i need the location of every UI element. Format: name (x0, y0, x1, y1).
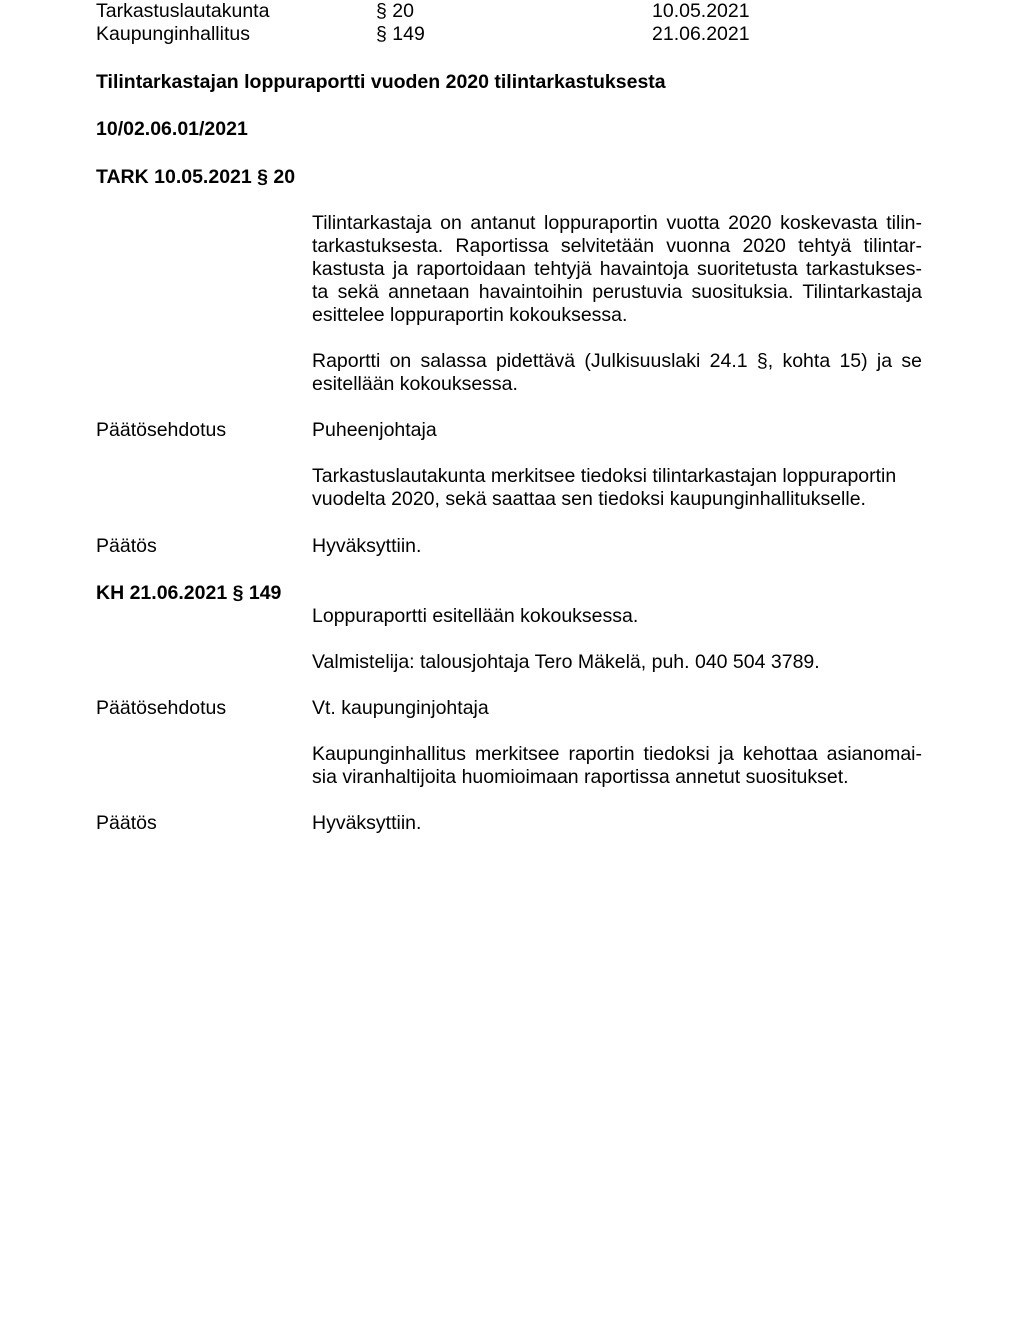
tark-proposal-line-2: vuodelta 2020, sekä saattaa sen tiedoksi kaupunginhallitukselle. (312, 488, 866, 510)
tark-intro-line-2: tarkastuksesta. Raportissa selvitetään vuonna 2020 tehtyä tilintar- (312, 235, 922, 257)
kh-proposal-line-1: Kaupunginhallitus merkitsee raportin tiedoksi ja kehottaa asianomai- (312, 743, 922, 765)
kh-intro: Loppuraportti esitellään kokouksessa. (312, 605, 639, 627)
tark-proposal-line-1: Tarkastuslautakunta merkitsee tiedoksi tilintarkastajan loppuraportin (312, 465, 897, 487)
tark-confidential-line-1: Raportti on salassa pidettävä (Julkisuuslaki 24.1 §, kohta 15) ja se (312, 350, 922, 372)
kh-proposer: Vt. kaupunginjohtaja (312, 697, 489, 719)
tark-decision-label: Päätös (96, 535, 157, 557)
tark-confidential-line-2: esitellään kokouksessa. (312, 373, 518, 395)
history-date-2: 21.06.2021 (652, 23, 750, 45)
tark-proposal-paragraph (312, 465, 922, 511)
tark-proposer: Puheenjohtaja (312, 419, 437, 441)
tark-heading: TARK 10.05.2021 § 20 (96, 166, 296, 188)
tark-intro-line-3: kastusta ja raportoidaan tehtyjä havaintoja suoritetusta tarkastukses- (312, 258, 922, 280)
history-section-1: § 20 (376, 0, 414, 22)
history-section-2: § 149 (376, 23, 425, 45)
tark-proposal-label: Päätösehdotus (96, 419, 227, 441)
tark-intro-paragraph (312, 212, 922, 327)
kh-preparer: Valmistelija: talousjohtaja Tero Mäkelä, puh. 040 504 3789. (312, 651, 820, 673)
tark-intro-line-1: Tilintarkastaja on antanut loppuraportin vuotta 2020 koskevasta tilin- (312, 212, 922, 234)
kh-decision-label: Päätös (96, 812, 157, 834)
kh-proposal-paragraph (312, 743, 922, 789)
history-date-1: 10.05.2021 (652, 0, 750, 22)
document-title: Tilintarkastajan loppuraportti vuoden 2020 tilintarkastuksesta (96, 71, 666, 93)
history-body-1: Tarkastuslautakunta (96, 0, 270, 22)
tark-confidential-paragraph (312, 350, 922, 396)
tark-intro-line-4: ta sekä annetaan havaintoihin perustuvia suosituksia. Tilintarkastaja (312, 281, 922, 303)
record-id: 10/02.06.01/2021 (96, 118, 248, 140)
kh-proposal-label: Päätösehdotus (96, 697, 227, 719)
tark-intro-line-5: esittelee loppuraportin kokouksessa. (312, 304, 628, 326)
kh-decision: Hyväksyttiin. (312, 812, 422, 834)
kh-proposal-line-2: sia viranhaltijoita huomioimaan raportissa annetut suositukset. (312, 766, 849, 788)
history-body-2: Kaupunginhallitus (96, 23, 250, 45)
tark-decision: Hyväksyttiin. (312, 535, 422, 557)
kh-heading: KH 21.06.2021 § 149 (96, 582, 282, 604)
